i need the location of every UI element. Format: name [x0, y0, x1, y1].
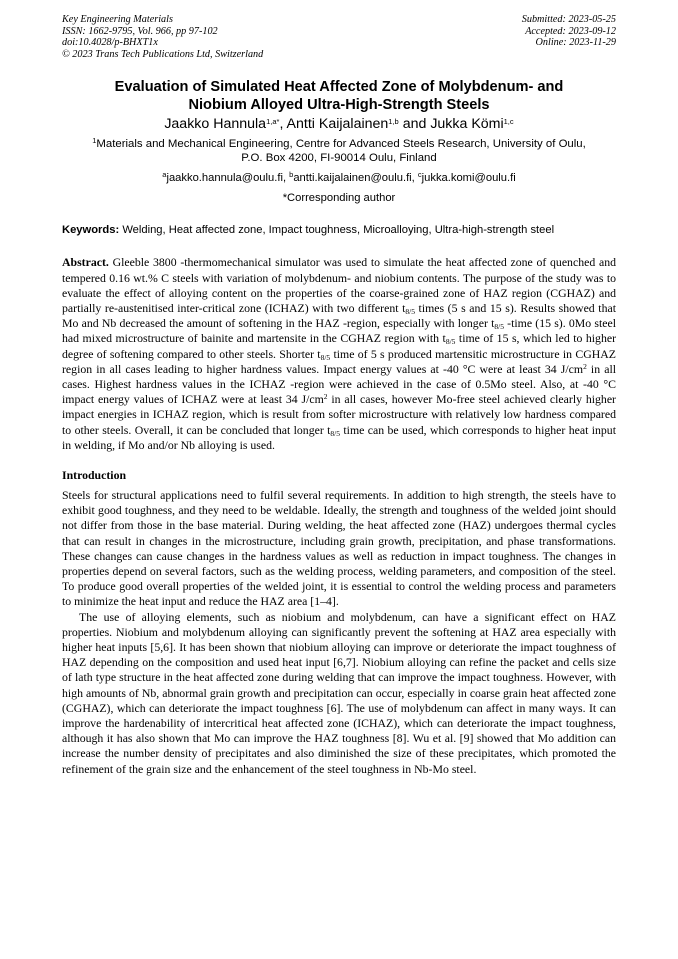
email-mark: b	[289, 170, 294, 180]
abstract	[62, 255, 616, 453]
journal-info	[62, 14, 263, 60]
author-name: Jaakko Hannula	[164, 116, 267, 133]
abstract-text: in all cases. Highest hardness values in the ICHAZ -region were achieved in the case of 0.5Mo steel. Also, at -40 °C impact energy values of ICHAZ were at least 34 J/cm	[62, 361, 617, 407]
abstract-text: times (5 s and 15 s). Results showed that Mo and Nb decreased the amount of softening in the HAZ -region, especially with longer t	[62, 300, 616, 331]
abstract-text: -time (15 s). 0Mo steel had mixed microstructure of bainite and martensite in the CGHAZ region with t	[62, 316, 616, 346]
superscript: 2	[323, 392, 328, 402]
paragraph: Steels for structural applications need to fulfil several requirements. In addition to high strength, the steels have to exhibit good toughness, and they need to be weldable. Ideally, the strength and toughness of the welded joint should not differ from those in the base material. During welding, the heat affected zone (HAZ) undergoes thermal cycles that can result in changes in the microstructure, including grain growth, precipitation, and phase transformations. These changes can cause changes in the hardness values as well as reduction in impact toughness. The changes in properties depend on several factors, such as the welding process, welding parameters, and composition of the steel. To produce good overall properties of the welded joint, it is essential to control the welding process and parameters to minimize the heat input and reduce the HAZ area [1–4].	[62, 488, 616, 609]
affiliation-mark: 1	[92, 136, 97, 146]
author-affiliation-mark: 1,b	[388, 117, 399, 127]
doi[interactable]: doi:10.4028/p-BHXT1x	[62, 37, 158, 49]
abstract-text: in all cases, however Mo-free steel achieved clearly higher impact energies in ICHAZ region, which is result from softer microstructure with relatively low hardness compared to other steels. Overall, it can be concluded that longer t	[62, 392, 616, 437]
email-mark: c	[417, 170, 422, 180]
subscript: 8/5	[320, 352, 331, 362]
author-affiliation-mark: 1,c	[503, 117, 514, 127]
superscript: 2	[583, 361, 587, 371]
abstract-text: time of 5 s produced martensitic microstructure in CGHAZ region in all cases leading to higher hardness values. Impact energy values at -40 °C were at least 34 J/cm	[62, 346, 616, 376]
email-mark: a	[162, 170, 167, 180]
keywords-label: Keywords:	[62, 224, 120, 237]
introduction-section	[62, 488, 616, 777]
abstract-text: time of 15 s, which led to higher degree of softening compared to other steels. Shorter t	[62, 331, 617, 361]
paragraph: The use of alloying elements, such as niobium and molybdenum, can have a significant effect on HAZ properties. Niobium and molybdenum alloying can significantly prevent the softening at HAZ area especially with higher heat inputs [5,6]. It has been shown that niobium alloying can improve or deteriorate the impact toughness of HAZ depending on the composition and used heat input [6,7]. Niobium alloying can refine the packet and cells size of lath type structure in the heat affected zone during welding that can improve the impact toughness. However, with high amounts of Nb, abnormal grain growth and precipitation can occur, especially in coarse grain heat affected zone (CGHAZ), which can deteriorate the impact toughness [6]. The use of molybdenum can affect in many ways. It can improve the hardenability of intercritical heat affected zone (ICHAZ), which can deteriorate the impact toughness, although it has also shown that Mo can improve the HAZ toughness [8]. Wu et al. [9] showed that Mo addition can increase the number density of precipitates and also diminished the size of these precipitates, which promoted the refinement of the grain size and the enhancement of the steel toughness in Nb-Mo steel.	[62, 609, 616, 776]
affiliation-line-2: P.O. Box 4200, FI-90014 Oulu, Finland	[241, 152, 437, 165]
affiliation-line-1: Materials and Mechanical Engineering, Centre for Advanced Steels Research, University of Oulu,	[96, 138, 586, 151]
corresponding-author-note: *Corresponding author	[282, 192, 396, 205]
subscript: 8/5	[445, 337, 456, 347]
issn: ISSN: 1662-9795, Vol. 966, pp 97-102	[62, 25, 218, 37]
publication-header	[62, 14, 616, 60]
abstract-text: Gleeble 3800 -thermomechanical simulator was used to simulate the heat affected zone of quenched and tempered 0.16 wt.% C steels with variation of molybdenum- and niobium contents. The purpose of the study was to evaluate the effect of alloying content on the properties of the coarse-grained zone of HAZ region (CGHAZ) and partially re-austenitised inter-critical zone (ICHAZ) with two different t	[62, 255, 616, 315]
title-line-1: Evaluation of Simulated Heat Affected Zone of Molybdenum- and	[114, 79, 564, 96]
copyright: © 2023 Trans Tech Publications Ltd, Switzerland	[62, 48, 264, 60]
affiliation	[62, 137, 616, 165]
subscript: 8/5	[405, 306, 415, 316]
author-affiliation-mark: 1,a*	[266, 117, 280, 127]
author-name: Jukka Kömi	[430, 116, 504, 133]
abstract-text: time can be used, which corresponds to higher heat input in welding, if Mo and/or Nb alloying is used.	[62, 422, 616, 452]
email-link[interactable]: jaakko.hannula@oulu.fi	[166, 172, 283, 185]
author-name: Antti Kaijalainen	[286, 116, 389, 133]
paper-title	[62, 78, 616, 114]
title-line-2: Niobium Alloyed Ultra-High-Strength Steels	[188, 97, 490, 114]
subscript: 8/5	[494, 322, 504, 332]
publication-dates	[522, 14, 616, 60]
submitted-date: Submitted: 2023-05-25	[521, 14, 616, 25]
accepted-date: Accepted: 2023-09-12	[525, 25, 616, 37]
journal-name: Key Engineering Materials	[62, 14, 173, 25]
keywords-text: Welding, Heat affected zone, Impact toughness, Microalloying, Ultra-high-strength steel	[122, 224, 555, 237]
author-conjunction: and	[402, 116, 427, 133]
email-link[interactable]: jukka.komi@oulu.fi	[421, 172, 516, 185]
keywords	[62, 223, 616, 237]
online-date: Online: 2023-11-29	[535, 37, 616, 49]
email-link[interactable]: antti.kaijalainen@oulu.fi	[293, 172, 412, 185]
abstract-label: Abstract.	[62, 255, 109, 270]
author-list: Jaakko Hannula$^{1,a*}$, Antti Kaijalainen$^{1,b}$ and Jukka Kömi$^{1,c}$	[164, 116, 514, 133]
subscript: 8/5	[330, 428, 341, 438]
author-emails: $^a$jaakko.hannula@oulu.fi, $^b$antti.kaijalainen@oulu.fi, $^c$jukka.komi@oulu.fi	[162, 170, 516, 185]
section-heading-introduction: Introduction	[62, 468, 127, 483]
